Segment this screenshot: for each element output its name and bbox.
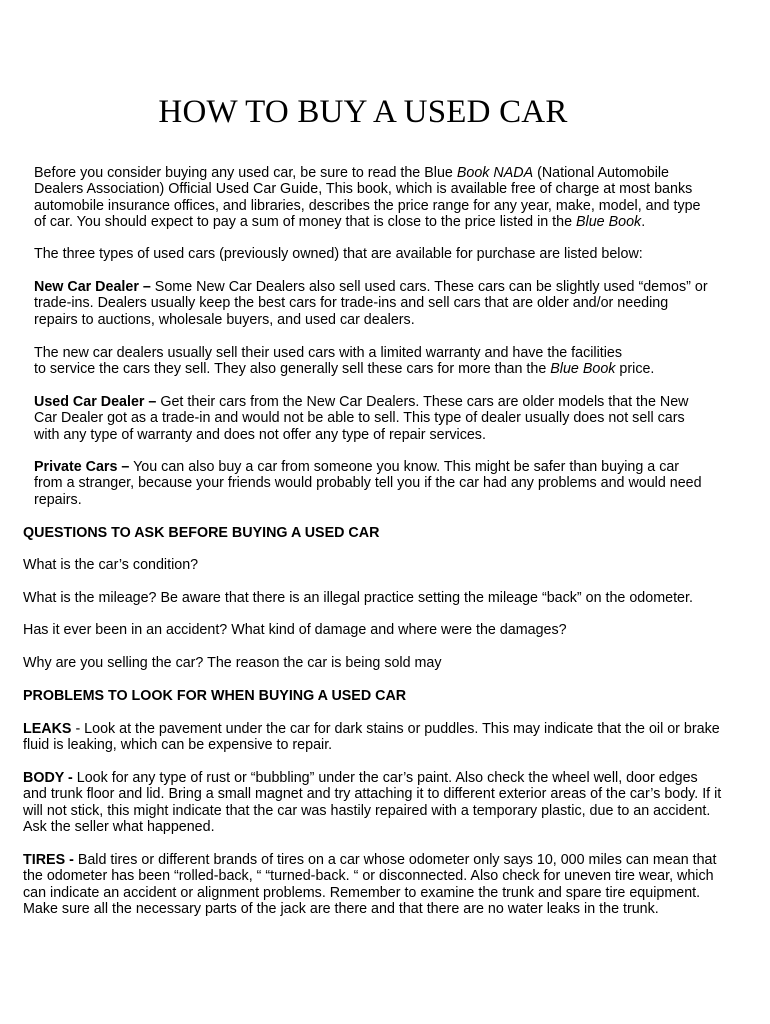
private-cars-label: Private Cars –: [34, 459, 130, 475]
leaks-label: LEAKS: [23, 721, 72, 737]
intro-line-2: Dealers Association) Official Used Car Guide, This book, which is available free of charge at most banks: [34, 181, 693, 198]
used-car-dealer-paragraph: Used Car Dealer – Get their cars from the New Car Dealers. These cars are older models that the New Car Dealer got as a trade-in and would not be able to sell. This type of dealer usually does not sell cars with any type of warranty and does not offer any type of repair services.: [34, 394, 689, 443]
page-title: HOW TO BUY A USED CAR: [158, 94, 568, 130]
body-label: BODY -: [23, 770, 73, 786]
problems-heading: PROBLEMS TO LOOK FOR WHEN BUYING A USED CAR: [23, 688, 407, 704]
used-car-dealer-label: Used Car Dealer –: [34, 394, 157, 410]
intro-line-1: Before you consider buying any used car, be sure to read the Blue Book NADA (National Automobile: [34, 165, 670, 181]
intro-line-4: of car. You should expect to pay a sum of money that is close to the price listed in the Blue Book.: [34, 214, 646, 231]
tires-paragraph: TIRES - Bald tires or different brands of tires on a car whose odometer only says 10, 000 miles can mean that the odometer has been “rolled-back, “ “turned-back. “ or disconnected. Also check for uneven tire wear, which can indicate an accident or alignment problems. Remember to examine the trunk and spare tire equipment. Make sure all the necessary parts of the jack are there and that there are no water leaks in the trunk.: [23, 852, 717, 918]
question-item: What is the mileage? Be aware that there is an illegal practice setting the mileage “back” on the odometer.: [23, 590, 693, 606]
body-paragraph: BODY - Look for any type of rust or “bubbling” under the car’s paint. Also check the wheel well, door edges and trunk floor and lid. Bring a small magnet and try attaching it to different exterior areas of the car’s body. If it will not stick, this might indicate that the car was hastily repaired with a temporary plastic, due to an accident. Ask the seller what happened.: [23, 770, 722, 836]
new-car-dealer-paragraph: New Car Dealer – Some New Car Dealers also sell used cars. These cars can be slightly used “demos” or trade-ins. Dealers usually keep the best cars for trade-ins and sell cars that are older and/or needing repairs to auctions, wholesale buyers, and used car dealers.: [34, 279, 708, 328]
private-cars-paragraph: Private Cars – You can also buy a car from someone you know. This might be safer than buying a car from a stranger, because your friends would probably tell you if the car had any problems and would need repairs.: [34, 459, 702, 508]
questions-heading: QUESTIONS TO ASK BEFORE BUYING A USED CAR: [23, 525, 380, 541]
tires-label: TIRES -: [23, 852, 74, 868]
question-item: What is the car’s condition?: [23, 557, 199, 573]
three-types-paragraph: The three types of used cars (previously owned) that are available for purchase are listed below:: [34, 246, 643, 262]
leaks-paragraph: LEAKS - Look at the pavement under the car for dark stains or puddles. This may indicate that the oil or brake fluid is leaking, which can be expensive to repair.: [23, 721, 720, 754]
new-car-dealer-label: New Car Dealer –: [34, 279, 151, 295]
intro-paragraph: [34, 165, 724, 231]
new-dealer-warranty-paragraph: The new car dealers usually sell their used cars with a limited warranty and have the facilities to service the cars they sell. They also generally sell these cars for more than the Blue Book price.: [34, 345, 655, 378]
question-item: Why are you selling the car? The reason the car is being sold may: [23, 655, 442, 671]
intro-line-3: automobile insurance offices, and libraries, describes the price range for any year, make, model, and type: [34, 197, 701, 214]
question-item: Has it ever been in an accident? What kind of damage and where were the damages?: [23, 622, 567, 638]
